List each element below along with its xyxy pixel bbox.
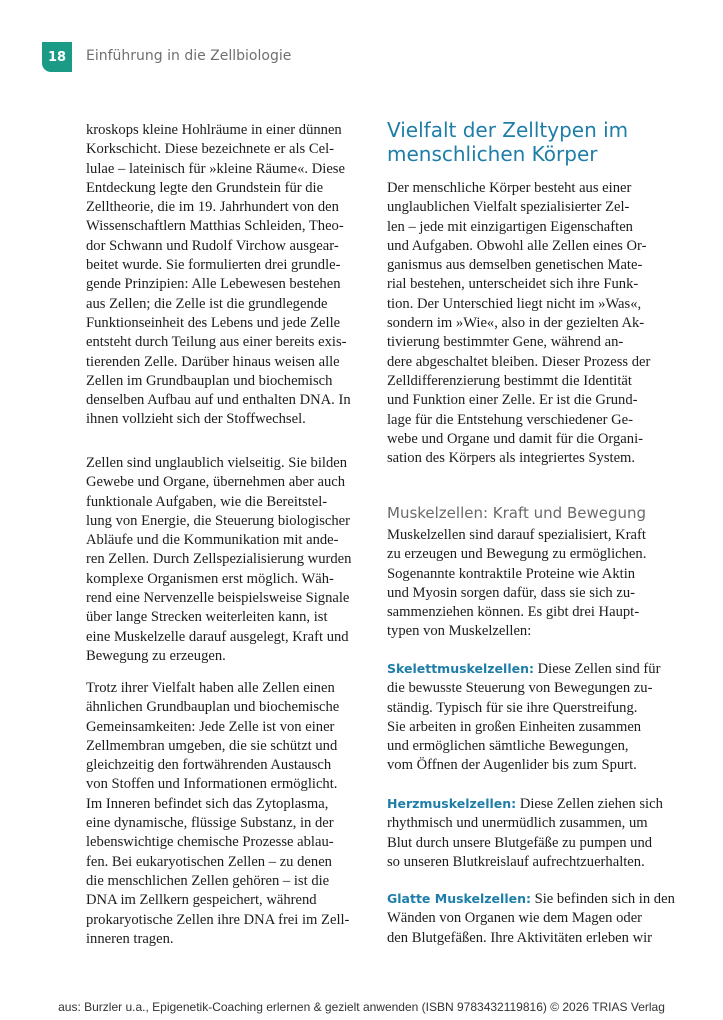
term-label: Skelettmuskelzellen:: [387, 661, 534, 676]
text-line: ähnlichen Grundbauplan und biochemische: [86, 699, 340, 716]
text-line: lebenswichtige chemische Prozesse ablau-: [86, 834, 334, 851]
text-line: Zelldifferenzierung bestimmt die Identität: [387, 372, 632, 389]
text-line: Funktionseinheit des Lebens und jede Zelle: [86, 314, 341, 331]
text-line: zu erzeugen und Bewegung zu ermöglichen.: [387, 546, 647, 563]
left-paragraph-1: [86, 121, 351, 430]
text-line: von Stoffen und Informationen ermöglicht.: [86, 776, 338, 793]
text-line: eine dynamische, flüssige Substanz, in der: [86, 815, 334, 832]
text-line: kroskops kleine Hohlräume in einer dünnen: [86, 122, 342, 138]
text-line: aus Zellen; die Zelle ist die grundlegende: [86, 295, 328, 312]
text-line: tion. Der Unterschied liegt nicht im »Was«,: [387, 295, 642, 312]
text-line: Der menschliche Körper besteht aus einer: [387, 180, 632, 196]
text-line: den Blutgefäßen. Ihre Aktivitäten erleben wir: [387, 929, 653, 946]
page-number-badge: 18: [42, 42, 72, 72]
term-label: Herzmuskelzellen:: [387, 796, 517, 811]
term-text: Diese Zellen sind für: [533, 661, 661, 677]
text-line: rhythmisch und unermüdlich zusammen, um: [387, 815, 648, 832]
text-line: rial bestehen, unterscheidet sich ihre Funk-: [387, 276, 639, 293]
running-title: Einführung in die Zellbiologie: [86, 48, 292, 64]
text-line: Trotz ihrer Vielfalt haben alle Zellen einen: [86, 680, 335, 696]
herz-paragraph: [387, 795, 663, 872]
text-line: rend eine Nervenzelle beispielsweise Signale: [86, 590, 350, 607]
text-line: Entdeckung legte den Grundstein für die: [86, 179, 324, 196]
text-line: len – jede mit einzigartigen Eigenschaften: [387, 218, 633, 235]
text-line: und ermöglichen sämtliche Bewegungen,: [387, 738, 629, 755]
section-heading: [387, 118, 628, 166]
text-line: tierenden Zelle. Darüber hinaus weisen alle: [86, 353, 340, 370]
text-line: fen. Bei eukaryotischen Zellen – zu denen: [86, 853, 332, 870]
text-line: webe und Organe und damit für die Organi-: [387, 430, 643, 447]
skelett-paragraph: [387, 660, 660, 776]
text-line: ständig. Typisch für sie ihre Querstreifung.: [387, 699, 638, 716]
text-line: Bewegung zu erzeugen.: [86, 647, 226, 664]
text-line: prokaryotische Zellen ihre DNA frei im Zell-: [86, 911, 350, 928]
term-text: Sie befinden sich in den: [530, 891, 675, 907]
text-line: Blut durch unsere Blutgefäße zu pumpen und: [387, 834, 653, 851]
text-line: beitet wurde. Sie formulierten drei grundle-: [86, 257, 341, 274]
text-line: eine Muskelzelle darauf ausgelegt, Kraft und: [86, 628, 349, 645]
text-line: tivierung bestimmter Gene, während an-: [387, 334, 624, 351]
text-line: und Aufgaben. Obwohl alle Zellen eines Or-: [387, 237, 647, 254]
text-line: Korkschicht. Diese bezeichnete er als Cel-: [86, 141, 334, 158]
text-line: inneren tragen.: [86, 930, 174, 947]
source-footer: aus: Burzler u.a., Epigenetik-Coaching erlernen & gezielt anwenden (ISBN 9783432119816) © 2026 TRIAS Verlag: [58, 1000, 665, 1014]
text-line: und Funktion einer Zelle. Er ist die Grund-: [387, 392, 638, 409]
text-line: [387, 660, 660, 679]
text-line: ren Zellen. Durch Zellspezialisierung wurden: [86, 551, 352, 568]
left-paragraph-3: [86, 679, 349, 949]
left-paragraph-2: [86, 454, 351, 666]
text-line: lulae – lateinisch für »kleine Räume«. Diese: [86, 160, 345, 177]
text-line: sation des Körpers als integriertes System.: [387, 450, 636, 467]
text-line: Abläufe und die Kommunikation mit ande-: [86, 532, 339, 549]
text-line: lage für die Entstehung verschiedener Ge-: [387, 411, 633, 428]
text-line: Wänden von Organen wie dem Magen oder: [387, 910, 643, 927]
text-line: dor Schwann und Rudolf Virchow ausgear-: [86, 237, 339, 254]
text-line: komplexe Organismen erst möglich. Wäh-: [86, 570, 334, 587]
right-paragraph-2: [387, 526, 646, 642]
text-line: entsteht durch Teilung aus einer bereits exis-: [86, 334, 347, 351]
text-line: ihnen vollzieht sich der Stoffwechsel.: [86, 411, 306, 428]
text-line: Wissenschaftlern Matthias Schleiden, Theo-: [86, 218, 344, 235]
text-line: lung von Energie, die Steuerung biologischer: [86, 512, 350, 529]
text-line: typen von Muskelzellen:: [387, 623, 532, 640]
text-line: funktionale Aufgaben, wie die Bereitstel-: [86, 493, 328, 510]
text-line: Gewebe und Organe, übernehmen aber auch: [86, 474, 346, 491]
text-line: Muskelzellen sind darauf spezialisiert, Kraft: [387, 527, 646, 543]
text-line: Sogenannte kontraktile Proteine wie Aktin: [387, 565, 636, 582]
text-line: sammenziehen können. Es gibt drei Haupt-: [387, 604, 640, 621]
text-line: Sie arbeiten in großen Einheiten zusammen: [387, 718, 642, 735]
text-line: Zelltheorie, die im 19. Jahrhundert von den: [86, 199, 339, 216]
text-line: gende Prinzipien: Alle Lebewesen bestehen: [86, 276, 341, 293]
term-text: Diese Zellen ziehen sich: [516, 796, 663, 812]
text-line: unglaublichen Vielfalt spezialisierter Zel-: [387, 199, 630, 216]
text-line: menschlichen Körper: [387, 142, 598, 166]
text-line: sondern im »Wie«, also in der gezielten Ak-: [387, 315, 645, 332]
text-line: und Myosin sorgen dafür, dass sie sich zu-: [387, 584, 636, 601]
text-line: dere abgeschaltet bleiben. Dieser Prozess der: [387, 353, 651, 370]
text-line: die bewusste Steuerung von Bewegungen zu-: [387, 680, 653, 697]
text-line: [387, 890, 675, 909]
text-line: Zellmembran umgeben, die sie schützt und: [86, 737, 338, 754]
text-line: Gemeinsamkeiten: Jede Zelle ist von einer: [86, 718, 335, 735]
text-line: über lange Strecken weiterleiten kann, ist: [86, 609, 328, 626]
text-line: die menschlichen Zellen gehören – ist die: [86, 872, 330, 889]
text-line: so unseren Blutkreislauf aufrechtzuerhalten.: [387, 853, 645, 870]
text-line: [387, 795, 663, 814]
text-line: Zellen im Grundbauplan und biochemisch: [86, 372, 333, 389]
text-line: Vielfalt der Zelltypen im: [387, 118, 629, 142]
text-line: ganismus aus demselben genetischen Mate-: [387, 257, 643, 274]
text-line: gleichzeitig den fortwährenden Austausch: [86, 757, 332, 774]
term-label: Glatte Muskelzellen:: [387, 891, 531, 906]
glatt-paragraph: [387, 890, 675, 948]
text-line: Zellen sind unglaublich vielseitig. Sie bilden: [86, 455, 348, 471]
text-line: Im Inneren befindet sich das Zytoplasma,: [86, 795, 329, 812]
right-paragraph-1: [387, 179, 650, 468]
subsection-heading: Muskelzellen: Kraft und Bewegung: [387, 504, 647, 522]
text-line: DNA im Zellkern gespeichert, während: [86, 892, 317, 909]
text-line: vom Öffnen der Augenlider bis zum Spurt.: [387, 757, 637, 774]
text-line: denselben Aufbau auf und enthalten DNA. In: [86, 392, 351, 409]
